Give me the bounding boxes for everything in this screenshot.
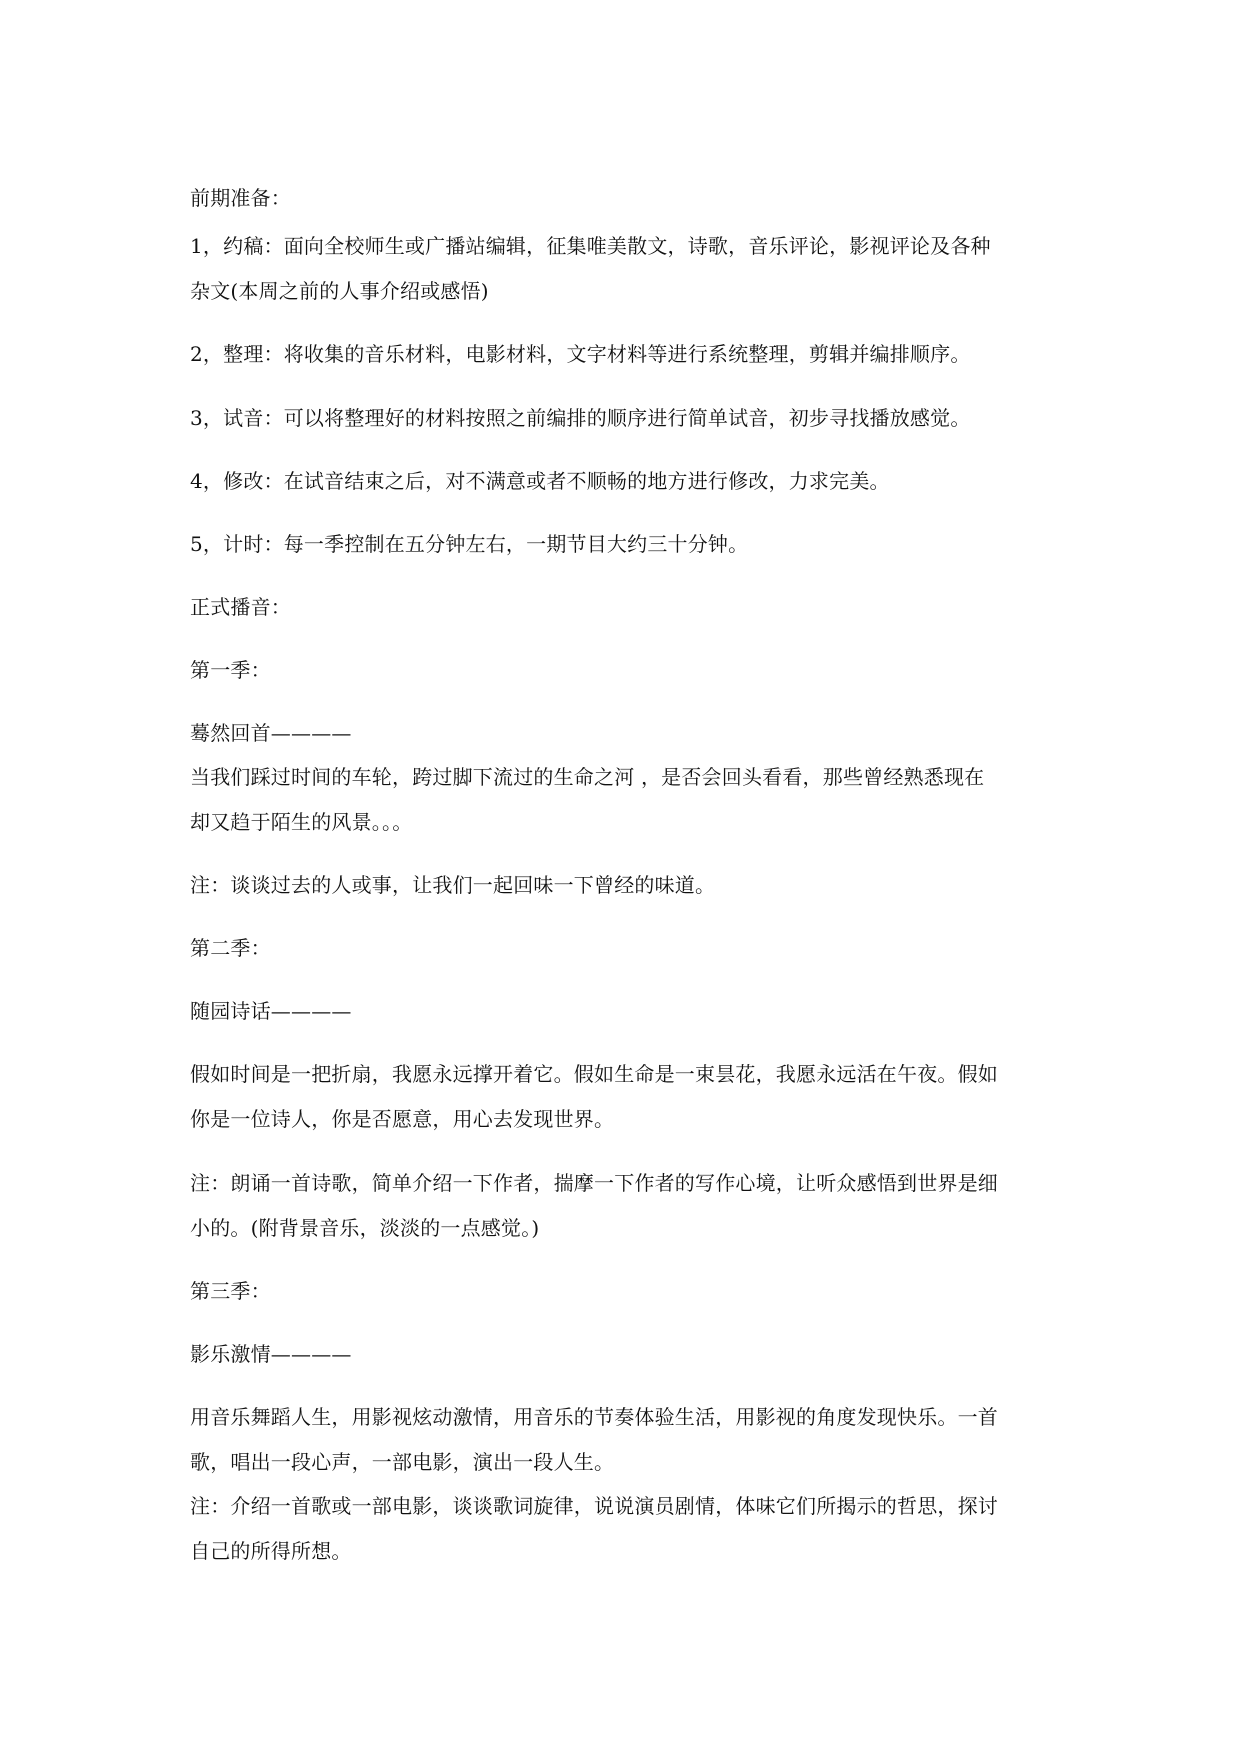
step-4: 4，修改：在试音结束之后，对不满意或者不顺畅的地方进行修改，力求完美。 (190, 469, 890, 493)
season-1-intro-line-1: 当我们踩过时间的车轮，跨过脚下流过的生命之河 ，是否会回头看看，那些曾经熟悉现在 (190, 765, 985, 789)
season-3-intro-line-2: 歌，唱出一段心声，一部电影，演出一段人生。 (190, 1450, 615, 1474)
season-2-note-line-1: 注：朗诵一首诗歌，简单介绍一下作者，揣摩一下作者的写作心境，让听众感悟到世界是细 (190, 1171, 998, 1195)
season-1-intro-line-2: 却又趋于陌生的风景。。。 (190, 810, 413, 834)
season-3-title: 影乐激情———— (190, 1342, 352, 1366)
season-3-note-line-2: 自己的所得所想。 (190, 1539, 352, 1563)
season-2-heading: 第二季： (190, 936, 271, 960)
season-1-title: 蓦然回首———— (190, 721, 352, 745)
heading-preparation: 前期准备： (190, 186, 291, 210)
season-3-heading: 第三季： (190, 1279, 271, 1303)
step-1-line-1: 1，约稿：面向全校师生或广播站编辑，征集唯美散文，诗歌，音乐评论，影视评论及各种 (190, 234, 991, 258)
step-5: 5，计时：每一季控制在五分钟左右，一期节目大约三十分钟。 (190, 532, 749, 556)
season-2-intro-line-2: 你是一位诗人，你是否愿意，用心去发现世界。 (190, 1107, 615, 1131)
step-2: 2，整理：将收集的音乐材料，电影材料，文字材料等进行系统整理，剪辑并编排顺序。 (190, 342, 971, 366)
season-2-intro-line-1: 假如时间是一把折扇，我愿永远撑开着它。假如生命是一束昙花，我愿永远活在午夜。假如 (190, 1062, 998, 1086)
season-1-heading: 第一季： (190, 658, 271, 682)
season-1-note: 注：谈谈过去的人或事，让我们一起回味一下曾经的味道。 (190, 873, 716, 897)
step-1-line-2: 杂文(本周之前的人事介绍或感悟) (190, 279, 489, 303)
season-3-intro-line-1: 用音乐舞蹈人生，用影视炫动激情，用音乐的节奏体验生活，用影视的角度发现快乐。一首 (190, 1405, 998, 1429)
season-2-note-line-2: 小的。(附背景音乐，淡淡的一点感觉。) (190, 1216, 540, 1240)
heading-broadcast: 正式播音： (190, 595, 291, 619)
season-3-note-line-1: 注：介绍一首歌或一部电影，谈谈歌词旋律，说说演员剧情，体味它们所揭示的哲思，探讨 (190, 1494, 998, 1518)
step-3: 3，试音：可以将整理好的材料按照之前编排的顺序进行简单试音，初步寻找播放感觉。 (190, 406, 971, 430)
season-2-title: 随园诗话———— (190, 999, 352, 1023)
